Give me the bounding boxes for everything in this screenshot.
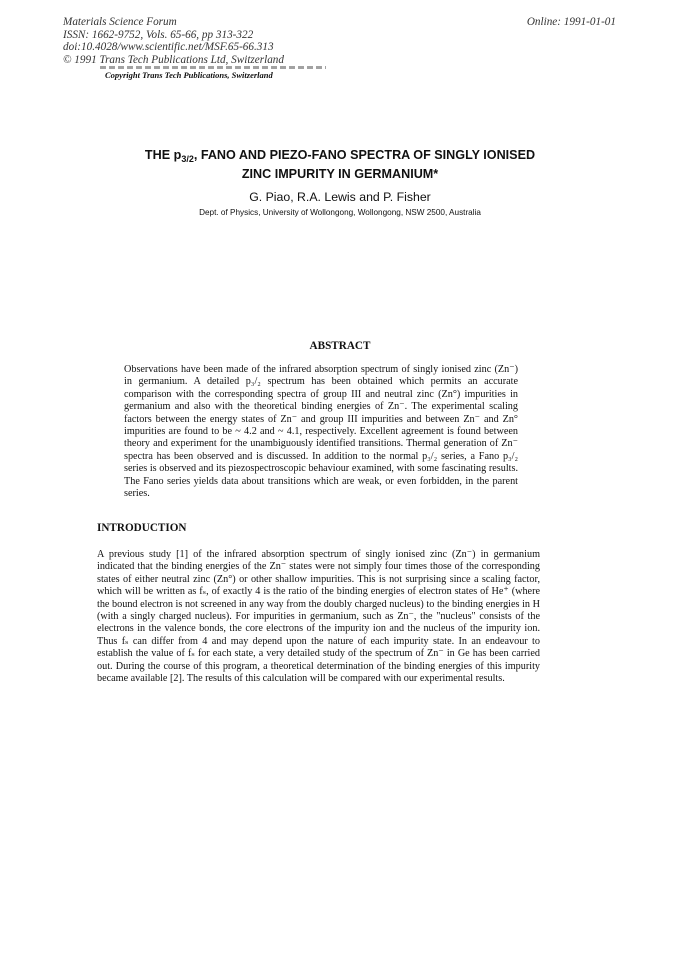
title-part-2: , FANO AND PIEZO-FANO SPECTRA OF SINGLY IONISED bbox=[193, 148, 536, 162]
affiliation: Dept. of Physics, University of Wollongong, Wollongong, NSW 2500, Australia bbox=[199, 208, 481, 217]
abstract-heading: ABSTRACT bbox=[309, 340, 371, 352]
abstract-text: Observations have been made of the infrared absorption spectrum of singly ionised zinc (Zn⁻) in germanium. A detailed p₃/₂ spectrum has been obtained which permits an accurate comparison with the corresponding spectra of group III and neutral zinc (Zn°) impurities in germanium and also with the theoretical binding energies of Zn⁻. The experimental scaling factors between the energy states of Zn⁻ and group III impurities and between Zn⁻ and Zn° impurities are found to be ~ 4.2 and ~ 4.1, respectively. Excellent agreement is found between theory and experiment for the unambiguously identified transitions. Thermal generation of Zn⁻ spectra has been observed and is discussed. In addition to the normal p₃/₂ series, a Fano p₃/₂ series is observed and its piezospectroscopic behaviour examined, with some fascinating results. The Fano series yields data about transitions which are weak, or even forbidden, in the parent series. bbox=[124, 364, 518, 500]
scan-artifact bbox=[100, 66, 326, 69]
introduction-heading: INTRODUCTION bbox=[97, 522, 187, 534]
authors: G. Piao, R.A. Lewis and P. Fisher bbox=[249, 190, 431, 204]
title-line-1 bbox=[80, 148, 600, 167]
journal-name: Materials Science Forum bbox=[63, 16, 177, 28]
journal-meta bbox=[63, 16, 284, 66]
online-date: Online: 1991-01-01 bbox=[526, 16, 616, 28]
title-part-1: THE p bbox=[144, 148, 182, 162]
title-line-2: ZINC IMPURITY IN GERMANIUM* bbox=[241, 167, 439, 181]
introduction-text: A previous study [1] of the infrared absorption spectrum of singly ionised zinc (Zn⁻) in germanium indicated that the binding energies of the Zn⁻ states were not simply four times those of the corresponding states of either neutral zinc (Zn°) or other shallow impurities. This is not surprising since a scaling factor, which will be written as fₛ, of exactly 4 is the ratio of the binding energies of electron states of He⁺ (where the bound electron is not screened in any way from the doubly charged nucleus) to the binding energies in H (with a singly charged nucleus). For impurities in germanium, such as Zn⁻, the "nucleus" consists of the electrons in the valence bonds, the core electrons of the impurity ion and the nucleus of the impurity ion. Thus fₛ can differ from 4 and may depend upon the nature of each impurity state. In an endeavour to establish the value of fₛ for each state, a very detailed study of the spectrum of Zn⁻ in Ge has been carried out. During the course of this program, a theoretical determination of the binding energies of this impurity became available [2]. The results of this calculation will be compared with our experimental results. bbox=[97, 549, 540, 685]
title-subscript: 3/2 bbox=[181, 154, 194, 164]
copyright-line: Copyright Trans Tech Publications, Switzerland bbox=[105, 70, 273, 80]
doi-line: doi:10.4028/www.scientific.net/MSF.65-66.313 bbox=[63, 41, 274, 54]
publisher-line: © 1991 Trans Tech Publications Ltd, Switzerland bbox=[63, 53, 284, 66]
issn-line: ISSN: 1662-9752, Vols. 65-66, pp 313-322 bbox=[63, 28, 254, 41]
paper-title bbox=[80, 148, 600, 182]
